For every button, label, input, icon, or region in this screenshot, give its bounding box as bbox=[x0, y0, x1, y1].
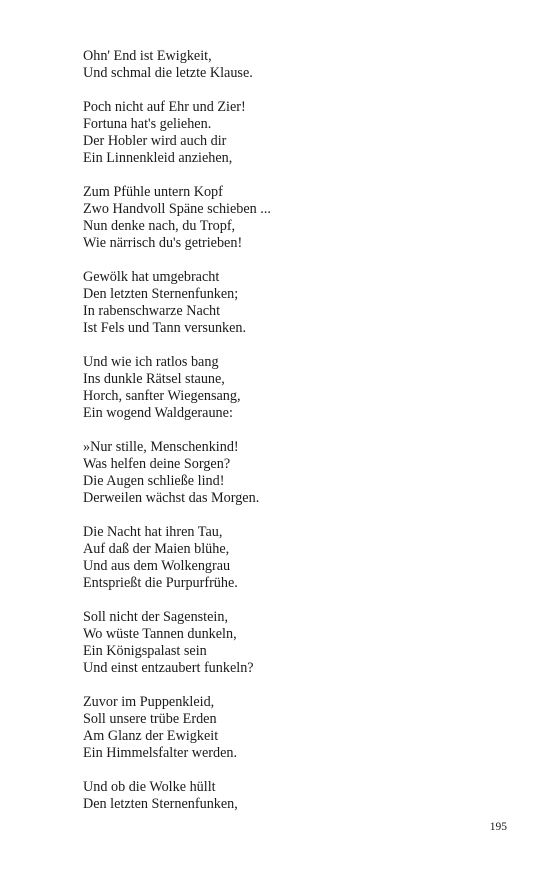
poem-line: Was helfen deine Sorgen? bbox=[83, 456, 231, 472]
poem-line: Fortuna hat's geliehen. bbox=[83, 116, 212, 132]
stanza-2 bbox=[83, 99, 503, 167]
poem-line: Und ob die Wolke hüllt bbox=[83, 779, 216, 795]
poem-line: Gewölk hat umgebracht bbox=[83, 269, 220, 285]
poem-line: Die Nacht hat ihren Tau, bbox=[83, 524, 223, 540]
poem-line: Ein wogend Waldgeraune: bbox=[83, 405, 233, 421]
poem-line: Und schmal die letzte Klause. bbox=[83, 65, 253, 81]
poem-line: Wie närrisch du's getrieben! bbox=[83, 235, 243, 251]
poem-line: »Nur stille, Menschenkind! bbox=[83, 439, 239, 455]
poem-line: Am Glanz der Ewigkeit bbox=[83, 728, 219, 744]
stanza-5 bbox=[83, 354, 503, 422]
poem-line: Soll unsere trübe Erden bbox=[83, 711, 217, 727]
poem-line: Den letzten Sternenfunken; bbox=[83, 286, 239, 302]
poem-line: Und einst entzaubert funkeln? bbox=[83, 660, 254, 676]
poem-line: Den letzten Sternenfunken, bbox=[83, 796, 238, 812]
poem-line: Zuvor im Puppenkleid, bbox=[83, 694, 215, 710]
stanza-6 bbox=[83, 439, 503, 507]
stanza-1 bbox=[83, 48, 503, 82]
poem-line: Zum Pfühle untern Kopf bbox=[83, 184, 223, 200]
poem-line: Und aus dem Wolkengrau bbox=[83, 558, 231, 574]
poem-line: Zwo Handvoll Späne schieben ... bbox=[83, 201, 271, 217]
poem-line: Horch, sanfter Wiegensang, bbox=[83, 388, 241, 404]
poem-line: Die Augen schließe lind! bbox=[83, 473, 225, 489]
poem-line: Ist Fels und Tann versunken. bbox=[83, 320, 247, 336]
stanza-7 bbox=[83, 524, 503, 592]
poem-line: Ein Königspalast sein bbox=[83, 643, 207, 659]
page-number: 195 bbox=[489, 821, 507, 833]
poem-line: Ins dunkle Rätsel staune, bbox=[83, 371, 225, 387]
poem-text bbox=[83, 48, 503, 830]
poem-line: Poch nicht auf Ehr und Zier! bbox=[83, 99, 246, 115]
poem-line: Ohn' End ist Ewigkeit, bbox=[83, 48, 212, 64]
poem-line: Der Hobler wird auch dir bbox=[83, 133, 227, 149]
poem-line: Und wie ich ratlos bang bbox=[83, 354, 219, 370]
poem-line: Soll nicht der Sagenstein, bbox=[83, 609, 229, 625]
poem-line: Auf daß der Maien blühe, bbox=[83, 541, 230, 557]
poem-line: Entsprießt die Purpurfrühe. bbox=[83, 575, 238, 591]
stanza-8 bbox=[83, 609, 503, 677]
poem-line: In rabenschwarze Nacht bbox=[83, 303, 221, 319]
stanza-10 bbox=[83, 779, 503, 813]
poem-line: Ein Himmelsfalter werden. bbox=[83, 745, 238, 761]
poem-line: Nun denke nach, du Tropf, bbox=[83, 218, 236, 234]
stanza-4 bbox=[83, 269, 503, 337]
stanza-3 bbox=[83, 184, 503, 252]
poem-line: Wo wüste Tannen dunkeln, bbox=[83, 626, 237, 642]
stanza-9 bbox=[83, 694, 503, 762]
poem-line: Ein Linnenkleid anziehen, bbox=[83, 150, 233, 166]
poem-line: Derweilen wächst das Morgen. bbox=[83, 490, 260, 506]
